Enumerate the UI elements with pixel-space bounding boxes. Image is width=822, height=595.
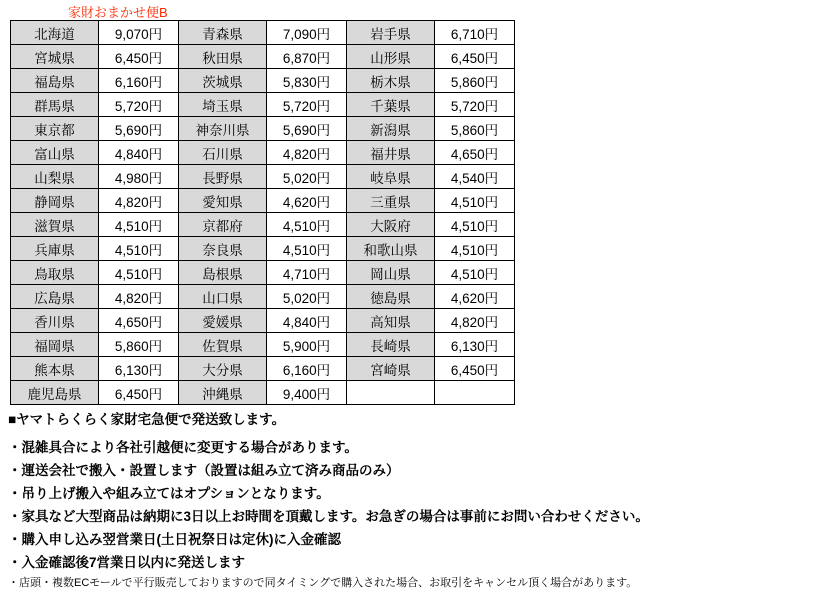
page-title: 家財おまかせ便B — [68, 5, 168, 20]
fee-cell: 4,540円 — [435, 165, 515, 189]
table-row — [11, 141, 515, 165]
fee-cell: 4,510円 — [99, 237, 179, 261]
fee-cell: 4,510円 — [267, 213, 347, 237]
fee-cell: 9,400円 — [267, 381, 347, 405]
table-row — [11, 165, 515, 189]
fee-cell: 6,870円 — [267, 45, 347, 69]
prefecture-cell: 大阪府 — [347, 213, 435, 237]
fee-cell: 5,720円 — [267, 93, 347, 117]
prefecture-cell: 山形県 — [347, 45, 435, 69]
shipping-fee-table — [10, 20, 515, 405]
fee-cell: 5,900円 — [267, 333, 347, 357]
fee-cell: 4,510円 — [435, 213, 515, 237]
empty-cell — [347, 381, 435, 405]
fee-cell: 5,720円 — [99, 93, 179, 117]
prefecture-cell: 島根県 — [179, 261, 267, 285]
empty-cell — [435, 381, 515, 405]
table-row — [11, 189, 515, 213]
prefecture-cell: 新潟県 — [347, 117, 435, 141]
prefecture-cell: 兵庫県 — [11, 237, 99, 261]
fee-cell: 6,160円 — [99, 69, 179, 93]
table-row — [11, 309, 515, 333]
fee-cell: 6,450円 — [435, 357, 515, 381]
prefecture-cell: 北海道 — [11, 21, 99, 45]
prefecture-cell: 徳島県 — [347, 285, 435, 309]
note-line: ・混雑具合により各社引越便に変更する場合があります。 — [8, 440, 358, 456]
fee-cell: 4,820円 — [99, 285, 179, 309]
table-row — [11, 357, 515, 381]
fee-cell: 4,820円 — [267, 141, 347, 165]
fee-cell: 4,980円 — [99, 165, 179, 189]
fee-cell: 4,510円 — [267, 237, 347, 261]
note-line: ・入金確認後7営業日以内に発送します — [8, 554, 246, 570]
fee-cell: 4,620円 — [435, 285, 515, 309]
prefecture-cell: 滋賀県 — [11, 213, 99, 237]
table-row — [11, 93, 515, 117]
table-row — [11, 21, 515, 45]
prefecture-cell: 熊本県 — [11, 357, 99, 381]
fee-cell: 5,860円 — [435, 117, 515, 141]
table-row — [11, 237, 515, 261]
prefecture-cell: 宮城県 — [11, 45, 99, 69]
prefecture-cell: 群馬県 — [11, 93, 99, 117]
prefecture-cell: 京都府 — [179, 213, 267, 237]
prefecture-cell: 神奈川県 — [179, 117, 267, 141]
fee-cell: 5,720円 — [435, 93, 515, 117]
fee-cell: 4,510円 — [435, 261, 515, 285]
prefecture-cell: 山梨県 — [11, 165, 99, 189]
fee-cell: 4,820円 — [99, 189, 179, 213]
prefecture-cell: 秋田県 — [179, 45, 267, 69]
fee-cell: 5,860円 — [435, 69, 515, 93]
fee-cell: 6,130円 — [99, 357, 179, 381]
prefecture-cell: 愛知県 — [179, 189, 267, 213]
prefecture-cell: 宮崎県 — [347, 357, 435, 381]
fee-cell: 4,510円 — [99, 213, 179, 237]
note-line: ・運送会社で搬入・設置します（設置は組み立て済み商品のみ） — [8, 463, 400, 479]
prefecture-cell: 愛媛県 — [179, 309, 267, 333]
table-row — [11, 333, 515, 357]
prefecture-cell: 石川県 — [179, 141, 267, 165]
fee-cell: 5,860円 — [99, 333, 179, 357]
prefecture-cell: 福岡県 — [11, 333, 99, 357]
prefecture-cell: 栃木県 — [347, 69, 435, 93]
fee-cell: 4,650円 — [99, 309, 179, 333]
notes-heading: ■ヤマトらくらく家財宅急便で発送致します。 — [8, 412, 286, 427]
fee-cell: 4,840円 — [267, 309, 347, 333]
prefecture-cell: 岡山県 — [347, 261, 435, 285]
prefecture-cell: 沖縄県 — [179, 381, 267, 405]
prefecture-cell: 佐賀県 — [179, 333, 267, 357]
prefecture-cell: 静岡県 — [11, 189, 99, 213]
fee-cell: 9,070円 — [99, 21, 179, 45]
note-line: ・吊り上げ搬入や組み立てはオプションとなります。 — [8, 485, 330, 501]
table-row — [11, 213, 515, 237]
fee-cell: 4,510円 — [435, 237, 515, 261]
prefecture-cell: 福島県 — [11, 69, 99, 93]
fee-cell: 5,690円 — [99, 117, 179, 141]
fee-cell: 5,020円 — [267, 285, 347, 309]
prefecture-cell: 香川県 — [11, 309, 99, 333]
fee-cell: 5,830円 — [267, 69, 347, 93]
table-row — [11, 285, 515, 309]
table-body — [11, 21, 515, 405]
fee-cell: 6,450円 — [99, 45, 179, 69]
prefecture-cell: 山口県 — [179, 285, 267, 309]
prefecture-cell: 青森県 — [179, 21, 267, 45]
prefecture-cell: 奈良県 — [179, 237, 267, 261]
notes-section — [8, 412, 814, 591]
prefecture-cell: 和歌山県 — [347, 237, 435, 261]
fee-cell: 6,130円 — [435, 333, 515, 357]
prefecture-cell: 長野県 — [179, 165, 267, 189]
table-row — [11, 261, 515, 285]
fee-cell: 4,710円 — [267, 261, 347, 285]
fee-cell: 4,820円 — [435, 309, 515, 333]
prefecture-cell: 鳥取県 — [11, 261, 99, 285]
fee-cell: 5,020円 — [267, 165, 347, 189]
fee-cell: 4,620円 — [267, 189, 347, 213]
table-row — [11, 45, 515, 69]
prefecture-cell: 埼玉県 — [179, 93, 267, 117]
table-row — [11, 381, 515, 405]
fee-cell: 6,160円 — [267, 357, 347, 381]
note-line: ・家具など大型商品は納期に3日以上お時間を頂戴します。お急ぎの場合は事前にお問い合わせください。 — [8, 508, 649, 524]
prefecture-cell: 福井県 — [347, 141, 435, 165]
prefecture-cell: 広島県 — [11, 285, 99, 309]
prefecture-cell: 長崎県 — [347, 333, 435, 357]
prefecture-cell: 東京都 — [11, 117, 99, 141]
table-row — [11, 117, 515, 141]
prefecture-cell: 大分県 — [179, 357, 267, 381]
fee-cell: 4,650円 — [435, 141, 515, 165]
prefecture-cell: 岩手県 — [347, 21, 435, 45]
table-row — [11, 69, 515, 93]
fee-cell: 6,450円 — [99, 381, 179, 405]
prefecture-cell: 岐阜県 — [347, 165, 435, 189]
fee-cell: 6,450円 — [435, 45, 515, 69]
prefecture-cell: 三重県 — [347, 189, 435, 213]
prefecture-cell: 茨城県 — [179, 69, 267, 93]
fee-cell: 4,510円 — [99, 261, 179, 285]
note-line: ・購入申し込み翌営業日(土日祝祭日は定休)に入金確認 — [8, 531, 341, 547]
fee-cell: 4,510円 — [435, 189, 515, 213]
prefecture-cell: 富山県 — [11, 141, 99, 165]
fee-cell: 5,690円 — [267, 117, 347, 141]
prefecture-cell: 高知県 — [347, 309, 435, 333]
fee-cell: 7,090円 — [267, 21, 347, 45]
prefecture-cell: 鹿児島県 — [11, 381, 99, 405]
fee-cell: 6,710円 — [435, 21, 515, 45]
note-small-print: ・店頭・複数ECモールで平行販売しておりますので同タイミングで購入された場合、お取引をキャンセル頂く場合があります。 — [8, 577, 638, 590]
fee-cell: 4,840円 — [99, 141, 179, 165]
prefecture-cell: 千葉県 — [347, 93, 435, 117]
